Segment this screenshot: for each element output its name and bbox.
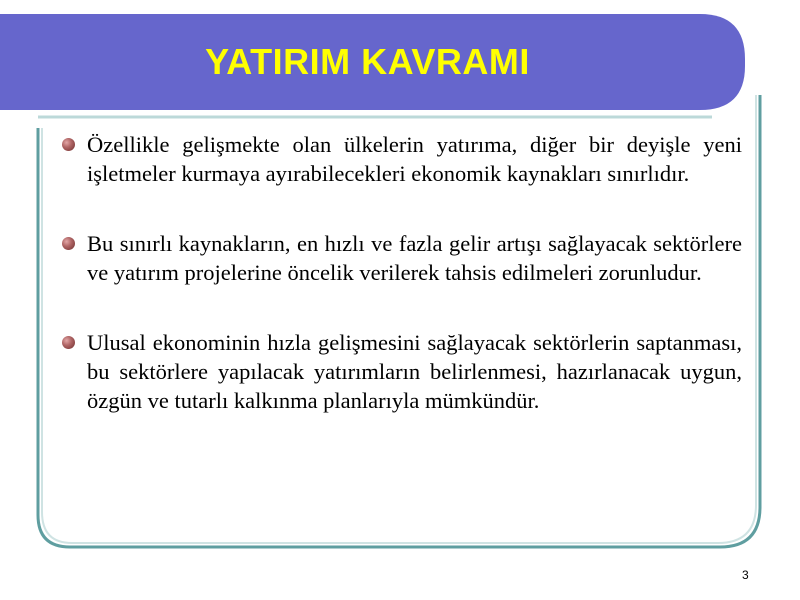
bullet-list — [62, 130, 742, 415]
bullet-icon — [62, 138, 75, 151]
bullet-text: Bu sınırlı kaynakların, en hızlı ve fazla gelir artışı sağlayacak sektörlere ve yatırım projelerine öncelik verilerek tahsis edilmeleri zorunludur. — [87, 231, 742, 285]
bullet-icon — [62, 237, 75, 250]
bullet-icon — [62, 336, 75, 349]
bullet-text: Ulusal ekonominin hızla gelişmesini sağlayacak sektörlerin saptanması, bu sektörlere yapılacak yatırımların belirlenmesi, hazırlanacak uygun, özgün ve tutarlı kalkınma planlarıyla mümkündür. — [87, 330, 742, 413]
bullet-item-3 — [62, 328, 742, 415]
bullet-text: Özellikle gelişmekte olan ülkelerin yatırıma, diğer bir deyişle yeni işletmeler kurmaya ayırabilecekleri ekonomik kaynakları sınırlıdır. — [87, 132, 742, 186]
bullet-item-2 — [62, 229, 742, 287]
slide-title: YATIRIM KAVRAMI — [205, 41, 530, 82]
page-number: 3 — [742, 568, 749, 582]
bullet-item-1 — [62, 130, 742, 188]
